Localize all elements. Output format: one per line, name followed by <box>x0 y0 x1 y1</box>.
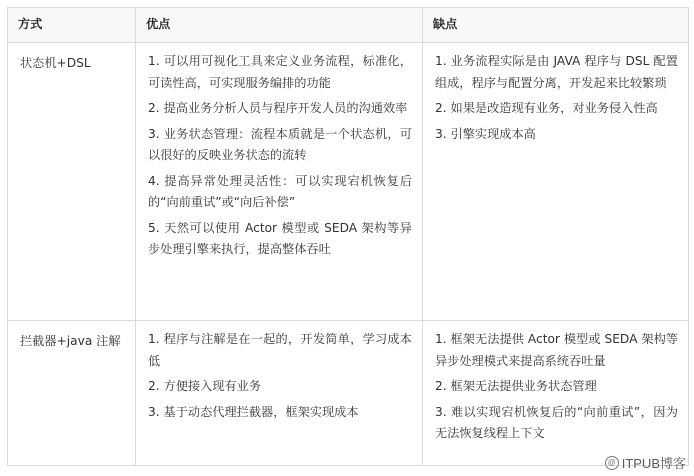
pros-item: 3. 基于动态代理拦截器，框架实现成本 <box>148 404 359 419</box>
pros-cell <box>136 321 423 466</box>
pros-item: 4. 提高异常处理灵活性：可以实现宕机恢复后的“向前重试”或“向后补偿” <box>148 173 412 209</box>
header-method: 方式 <box>8 8 136 43</box>
pros-item: 1. 可以用可视化工具来定义业务流程，标准化，可读性高，可实现服务编排的功能 <box>148 54 412 90</box>
cons-item: 2. 框架无法提供业务状态管理 <box>435 379 597 393</box>
cons-item: 3. 引擎实现成本高 <box>435 126 536 141</box>
method-cell: 状态机+DSL <box>8 43 136 321</box>
header-row <box>8 8 689 43</box>
cons-item: 1. 业务流程实际是由 JAVA 程序与 DSL 配置组成，程序与配置分离，开发起来比较繁琐 <box>435 54 678 90</box>
cons-item: 3. 难以实现宕机恢复后的“向前重试”，因为无法恢复线程上下文 <box>435 404 678 440</box>
pros-item: 1. 程序与注解是在一起的，开发简单，学习成本低 <box>148 332 412 368</box>
header-pros: 优点 <box>136 8 423 43</box>
table-row <box>8 43 689 321</box>
pros-item: 5. 天然可以使用 Actor 模型或 SEDA 架构等异步处理引擎来执行，提高整体吞吐 <box>148 220 412 256</box>
comparison-table <box>7 7 689 466</box>
cons-item: 1. 框架无法提供 Actor 模型或 SEDA 架构等异步处理模式来提高系统吞吐量 <box>435 332 678 368</box>
watermark-text: ITPUB博客 <box>621 456 686 471</box>
pros-cell <box>136 43 423 321</box>
pros-item: 2. 方便接入现有业务 <box>148 379 262 393</box>
header-cons: 缺点 <box>423 8 689 43</box>
table-row <box>8 321 689 466</box>
at-sign-icon: @ <box>605 456 619 470</box>
cons-cell <box>423 43 689 321</box>
method-cell: 拦截器+java 注解 <box>8 321 136 466</box>
cons-item: 2. 如果是改造现有业务，对业务侵入性高 <box>435 101 658 115</box>
cons-cell <box>423 321 689 466</box>
pros-item: 2. 提高业务分析人员与程序开发人员的沟通效率 <box>148 101 408 115</box>
pros-item: 3. 业务状态管理：流程本质就是一个状态机，可以很好的反映业务状态的流转 <box>148 126 412 162</box>
watermark <box>605 453 686 472</box>
